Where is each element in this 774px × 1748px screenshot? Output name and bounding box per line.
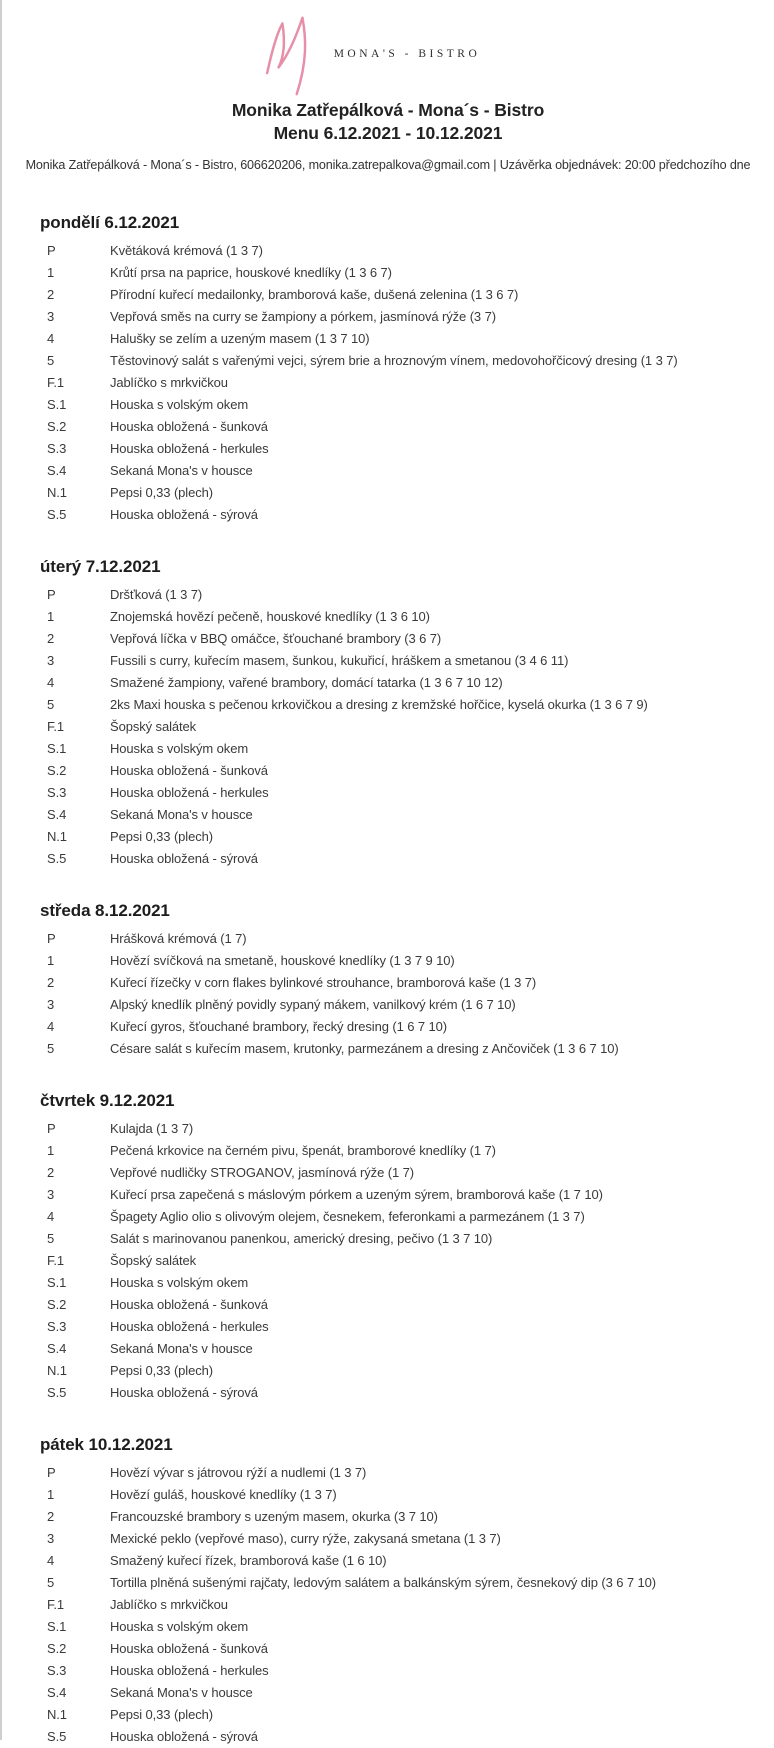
- menu-item-code: 3: [47, 1531, 55, 1546]
- menu-item-code: 4: [47, 1019, 55, 1034]
- menu-item-row: [47, 438, 774, 460]
- menu-item-name: 2ks Maxi houska s pečenou krkovičkou a dresing z kremžské hořčice, kyselá okurka (1 3 6 7 9): [110, 697, 648, 712]
- menu-item-row: [47, 394, 774, 416]
- menu-item-code: F.1: [47, 719, 65, 734]
- menu-item-name: Houska obložená - herkules: [110, 1319, 269, 1334]
- day-title: čtvrtek 9.12.2021: [40, 1091, 175, 1110]
- menu-item-row: [47, 416, 774, 438]
- menu-item-name: Francouzské brambory s uzeným masem, okurka (3 7 10): [110, 1509, 438, 1524]
- menu-item-code: 4: [47, 331, 55, 346]
- menu-item-row: [47, 972, 774, 994]
- menu-item-name: Květáková krémová (1 3 7): [110, 243, 263, 258]
- menu-item-name: Salát s marinovanou panenkou, americký dresing, pečivo (1 3 7 10): [110, 1231, 493, 1246]
- menu-item-row: [47, 1140, 774, 1162]
- menu-days: [2, 212, 774, 1748]
- menu-item-code: P: [47, 1465, 56, 1480]
- menu-item-row: [47, 628, 774, 650]
- menu-item-name: Smažený kuřecí řízek, bramborová kaše (1 6 10): [110, 1553, 387, 1568]
- menu-item-name: Přírodní kuřecí medailonky, bramborová kaše, dušená zelenina (1 3 6 7): [110, 287, 519, 302]
- menu-item-row: [47, 328, 774, 350]
- menu-item-code: S.5: [47, 507, 67, 522]
- menu-item-name: Hrášková krémová (1 7): [110, 931, 247, 946]
- menu-item-name: Sekaná Mona's v housce: [110, 807, 253, 822]
- menu-item-code: 3: [47, 653, 55, 668]
- menu-item-row: [47, 928, 774, 950]
- page-title: Monika Zatřepálková - Mona´s - Bistro: [231, 100, 545, 120]
- menu-item-code: 1: [47, 1487, 55, 1502]
- menu-item-name: Znojemská hovězí pečeně, houskové knedlíky (1 3 6 10): [110, 609, 430, 624]
- menu-item-code: 2: [47, 1165, 55, 1180]
- menu-item-name: Houska obložená - šunková: [110, 1297, 268, 1312]
- menu-item-code: N.1: [47, 485, 67, 500]
- menu-item-code: F.1: [47, 1597, 65, 1612]
- day-section: [2, 900, 774, 1060]
- menu-item-name: Houska s volským okem: [110, 1275, 249, 1290]
- menu-item-code: 5: [47, 697, 55, 712]
- menu-item-code: 2: [47, 975, 55, 990]
- menu-item-code: S.3: [47, 785, 67, 800]
- menu-item-row: [47, 672, 774, 694]
- menu-item-row: [47, 1272, 774, 1294]
- menu-item-code: 5: [47, 1231, 55, 1246]
- menu-item-code: S.4: [47, 1685, 67, 1700]
- menu-item-name: Houska s volským okem: [110, 741, 249, 756]
- menu-item-code: 3: [47, 997, 55, 1012]
- menu-item-name: Hovězí vývar s játrovou rýží a nudlemi (1 3 7): [110, 1465, 367, 1480]
- title-block: [2, 99, 774, 145]
- menu-item-row: [47, 716, 774, 738]
- menu-item-row: [47, 482, 774, 504]
- menu-item-code: 1: [47, 265, 55, 280]
- menu-item-row: [47, 650, 774, 672]
- menu-item-name: Alpský knedlík plněný povidly sypaný mákem, vanilkový krém (1 6 7 10): [110, 997, 516, 1012]
- menu-item-name: Jablíčko s mrkvičkou: [110, 1597, 228, 1612]
- menu-item-row: [47, 1594, 774, 1616]
- menu-item-name: Šopský salátek: [110, 719, 197, 734]
- menu-item-row: [47, 1338, 774, 1360]
- menu-item-name: Hovězí guláš, houskové knedlíky (1 3 7): [110, 1487, 337, 1502]
- menu-item-row: [47, 262, 774, 284]
- menu-item-code: S.1: [47, 1275, 67, 1290]
- menu-item-code: P: [47, 931, 56, 946]
- menu-item-code: S.1: [47, 741, 67, 756]
- menu-item-code: S.5: [47, 1385, 67, 1400]
- menu-item-code: 2: [47, 631, 55, 646]
- menu-item-code: N.1: [47, 829, 67, 844]
- day-title: pátek 10.12.2021: [40, 1435, 173, 1454]
- menu-item-row: [47, 1162, 774, 1184]
- menu-item-name: Fussili s curry, kuřecím masem, šunkou, kukuřicí, hráškem a smetanou (3 4 6 11): [110, 653, 569, 668]
- menu-item-name: Vepřová směs na curry se žampiony a pórkem, jasmínová rýže (3 7): [110, 309, 496, 324]
- menu-item-name: Těstovinový salát s vařenými vejci, sýrem brie a hroznovým vínem, medovohořčicový dresing (1 3 7): [110, 353, 678, 368]
- menu-item-code: F.1: [47, 1253, 65, 1268]
- menu-item-row: [47, 1572, 774, 1594]
- menu-item-name: Tortilla plněná sušenými rajčaty, ledovým salátem a balkánským sýrem, česnekový dip (3 6 7 10): [110, 1575, 656, 1590]
- menu-item-name: Hovězí svíčková na smetaně, houskové knedlíky (1 3 7 9 10): [110, 953, 455, 968]
- menu-item-name: Sekaná Mona's v housce: [110, 1341, 253, 1356]
- day-title: středa 8.12.2021: [40, 901, 170, 920]
- menu-item-row: [47, 1016, 774, 1038]
- menu-item-name: Pepsi 0,33 (plech): [110, 1363, 213, 1378]
- menu-item-row: [47, 950, 774, 972]
- menu-item-row: [47, 240, 774, 262]
- menu-item-code: P: [47, 1121, 56, 1136]
- day-section: [2, 1434, 774, 1748]
- menu-item-row: [47, 1638, 774, 1660]
- menu-item-row: [47, 1316, 774, 1338]
- menu-item-code: 3: [47, 1187, 55, 1202]
- menu-item-code: 5: [47, 1041, 55, 1056]
- logo-m-icon: [260, 12, 322, 96]
- menu-item-code: 1: [47, 609, 55, 624]
- menu-item-row: [47, 1704, 774, 1726]
- menu-item-row: [47, 372, 774, 394]
- menu-item-code: S.3: [47, 1663, 67, 1678]
- day-title: úterý 7.12.2021: [40, 557, 161, 576]
- menu-item-name: Houska obložená - sýrová: [110, 1385, 258, 1400]
- menu-item-name: Kuřecí gyros, šťouchané brambory, řecký dresing (1 6 7 10): [110, 1019, 447, 1034]
- menu-item-code: S.3: [47, 1319, 67, 1334]
- day-title: pondělí 6.12.2021: [40, 213, 180, 232]
- menu-item-name: Vepřová líčka v BBQ omáčce, šťouchané brambory (3 6 7): [110, 631, 442, 646]
- menu-item-name: Houska s volským okem: [110, 1619, 249, 1634]
- menu-item-code: 4: [47, 675, 55, 690]
- menu-item-row: [47, 848, 774, 870]
- menu-item-row: [47, 738, 774, 760]
- menu-item-code: N.1: [47, 1707, 67, 1722]
- menu-item-code: S.5: [47, 851, 67, 866]
- menu-item-name: Houska obložená - herkules: [110, 1663, 269, 1678]
- menu-item-row: [47, 584, 774, 606]
- menu-item-name: Houska obložená - herkules: [110, 785, 269, 800]
- menu-item-row: [47, 826, 774, 848]
- menu-item-row: [47, 1360, 774, 1382]
- menu-item-code: S.4: [47, 1341, 67, 1356]
- menu-item-row: [47, 1660, 774, 1682]
- menu-item-name: Krůtí prsa na paprice, houskové knedlíky (1 3 6 7): [110, 265, 392, 280]
- menu-item-row: [47, 994, 774, 1016]
- menu-item-code: S.1: [47, 1619, 67, 1634]
- day-rows: [2, 928, 774, 1060]
- menu-item-code: 2: [47, 1509, 55, 1524]
- logo: [0, 13, 756, 95]
- menu-date-range: Menu 6.12.2021 - 10.12.2021: [273, 123, 503, 143]
- menu-item-row: [47, 1038, 774, 1060]
- menu-item-name: Pepsi 0,33 (plech): [110, 1707, 213, 1722]
- menu-item-name: Špagety Aglio olio s olivovým olejem, česnekem, feferonkami a parmezánem (1 3 7): [110, 1209, 585, 1224]
- menu-item-code: S.5: [47, 1729, 67, 1744]
- menu-item-code: 4: [47, 1209, 55, 1224]
- menu-item-code: S.1: [47, 397, 67, 412]
- menu-item-row: [47, 1250, 774, 1272]
- day-section: [2, 212, 774, 526]
- menu-item-name: Sekaná Mona's v housce: [110, 1685, 253, 1700]
- menu-item-name: Houska obložená - sýrová: [110, 851, 258, 866]
- menu-item-code: S.2: [47, 763, 67, 778]
- menu-item-code: 4: [47, 1553, 55, 1568]
- menu-item-row: [47, 1228, 774, 1250]
- menu-item-row: [47, 1484, 774, 1506]
- menu-item-name: Šopský salátek: [110, 1253, 197, 1268]
- menu-item-name: Kuřecí řízečky v corn flakes bylinkové strouhance, bramborová kaše (1 3 7): [110, 975, 537, 990]
- menu-item-row: [47, 1506, 774, 1528]
- menu-item-name: Pepsi 0,33 (plech): [110, 829, 213, 844]
- menu-item-row: [47, 504, 774, 526]
- menu-item-code: F.1: [47, 375, 65, 390]
- menu-item-row: [47, 350, 774, 372]
- day-section: [2, 1090, 774, 1404]
- menu-item-code: 1: [47, 1143, 55, 1158]
- menu-item-name: Kulajda (1 3 7): [110, 1121, 194, 1136]
- menu-item-code: S.2: [47, 419, 67, 434]
- menu-item-code: 5: [47, 353, 55, 368]
- menu-item-code: N.1: [47, 1363, 67, 1378]
- menu-item-name: Jablíčko s mrkvičkou: [110, 375, 228, 390]
- day-rows: [2, 1118, 774, 1404]
- menu-item-name: Houska obložená - šunková: [110, 419, 268, 434]
- page-header: [2, 13, 774, 172]
- day-rows: [2, 1462, 774, 1748]
- logo-brand-text: MONA'S - BISTRO: [333, 48, 481, 60]
- menu-item-code: S.2: [47, 1297, 67, 1312]
- menu-item-row: [47, 606, 774, 628]
- menu-item-name: Houska obložená - šunková: [110, 1641, 268, 1656]
- menu-item-name: Pepsi 0,33 (plech): [110, 485, 213, 500]
- menu-item-row: [47, 1118, 774, 1140]
- menu-item-row: [47, 760, 774, 782]
- menu-item-code: S.4: [47, 807, 67, 822]
- menu-item-name: Pečená krkovice na černém pivu, špenát, bramborové knedlíky (1 7): [110, 1143, 496, 1158]
- menu-item-name: Houska obložená - sýrová: [110, 1729, 258, 1744]
- menu-item-row: [47, 804, 774, 826]
- menu-item-row: [47, 306, 774, 328]
- menu-item-name: Halušky se zelím a uzeným masem (1 3 7 10): [110, 331, 370, 346]
- menu-item-name: Mexické peklo (vepřové maso), curry rýže, zakysaná smetana (1 3 7): [110, 1531, 501, 1546]
- menu-item-row: [47, 1726, 774, 1748]
- menu-item-name: Houska obložená - sýrová: [110, 507, 258, 522]
- menu-item-code: P: [47, 587, 56, 602]
- contact-line: Monika Zatřepálková - Mona´s - Bistro, 606620206, monika.zatrepalkova@gmail.com | Uzávěrka objednávek: 20:00 předchozího dne: [25, 158, 751, 172]
- menu-item-row: [47, 1550, 774, 1572]
- day-section: [2, 556, 774, 870]
- menu-item-row: [47, 1528, 774, 1550]
- menu-item-row: [47, 782, 774, 804]
- menu-item-code: S.2: [47, 1641, 67, 1656]
- menu-item-row: [47, 1682, 774, 1704]
- menu-item-code: S.3: [47, 441, 67, 456]
- menu-item-name: Kuřecí prsa zapečená s máslovým pórkem a uzeným sýrem, bramborová kaše (1 7 10): [110, 1187, 603, 1202]
- day-rows: [2, 584, 774, 870]
- menu-item-row: [47, 1206, 774, 1228]
- menu-item-code: 2: [47, 287, 55, 302]
- menu-item-code: 1: [47, 953, 55, 968]
- menu-item-code: P: [47, 243, 56, 258]
- menu-item-row: [47, 694, 774, 716]
- menu-item-row: [47, 460, 774, 482]
- menu-item-code: S.4: [47, 463, 67, 478]
- menu-item-code: 5: [47, 1575, 55, 1590]
- menu-item-name: Smažené žampiony, vařené brambory, domácí tatarka (1 3 6 7 10 12): [110, 675, 503, 690]
- menu-item-name: Houska obložená - šunková: [110, 763, 268, 778]
- menu-item-row: [47, 1184, 774, 1206]
- menu-item-name: Dršťková (1 3 7): [110, 587, 203, 602]
- menu-item-name: Houska s volským okem: [110, 397, 249, 412]
- menu-item-name: Césare salát s kuřecím masem, krutonky, parmezánem a dresing z Ančoviček (1 3 6 7 10): [110, 1041, 619, 1056]
- menu-item-name: Houska obložená - herkules: [110, 441, 269, 456]
- menu-item-name: Vepřové nudličky STROGANOV, jasmínová rýže (1 7): [110, 1165, 414, 1180]
- menu-item-row: [47, 284, 774, 306]
- menu-item-name: Sekaná Mona's v housce: [110, 463, 253, 478]
- menu-item-row: [47, 1294, 774, 1316]
- menu-item-row: [47, 1382, 774, 1404]
- day-rows: [2, 240, 774, 526]
- menu-item-code: 3: [47, 309, 55, 324]
- menu-item-row: [47, 1462, 774, 1484]
- menu-item-row: [47, 1616, 774, 1638]
